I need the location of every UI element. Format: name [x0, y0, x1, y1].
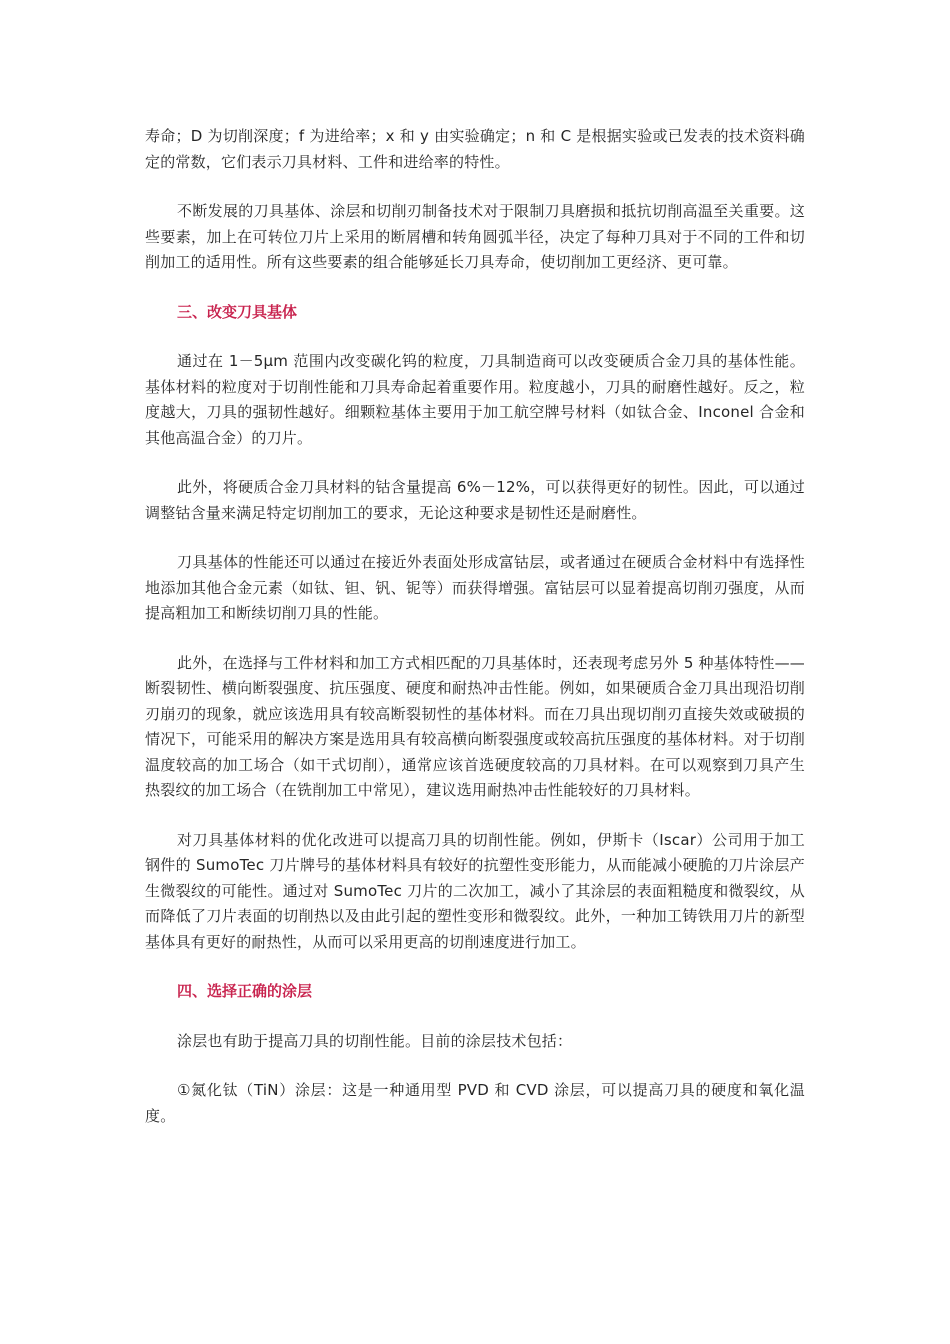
paragraph-grain-size: 通过在 1－5μm 范围内改变碳化钨的粒度，刀具制造商可以改变硬质合金刀具的基体性能。基体材料的粒度对于切削性能和刀具寿命起着重要作用。粒度越小，刀具的耐磨性越好。反之，粒度越大，刀具的强韧性越好。细颗粒基体主要用于加工航空牌号材料（如钛合金、Inconel 合金和其他高温合金）的刀片。 — [145, 352, 805, 447]
paragraph-tool-life-formula-continued: 寿命；D 为切削深度；f 为进给率；x 和 y 由实验确定；n 和 C 是根据实验或已发表的技术资料确定的常数，它们表示刀具材料、工件和进给率的特性。 — [145, 127, 805, 171]
paragraph-sumotec-example: 对刀具基体材料的优化改进可以提高刀具的切削性能。例如，伊斯卡（Iscar）公司用于加工钢件的 SumoTec 刀片牌号的基体材料具有较好的抗塑性变形能力，从而能减小硬脆的刀片涂层产生微裂纹的可能性。通过对 SumoTec 刀片的二次加工，减小了其涂层的表面粗糙度和微裂纹，从而降低了刀片表面的切削热以及由此引起的塑性变形和微裂纹。此外，一种加工铸铁用刀片的新型基体具有更好的耐热性，从而可以采用更高的切削速度进行加工。 — [145, 830, 805, 951]
paragraph-cobalt-rich-layer: 刀具基体的性能还可以通过在接近外表面处形成富钴层，或者通过在硬质合金材料中有选择性地添加其他合金元素（如钛、钽、钒、铌等）而获得增强。富钴层可以显着提高切削刃强度，从而提高粗加工和断续切削刀具的性能。 — [145, 553, 805, 622]
paragraph-tin-coating: ①氮化钛（TiN）涂层：这是一种通用型 PVD 和 CVD 涂层，可以提高刀具的硬度和氧化温度。 — [145, 1081, 805, 1125]
paragraph-cobalt-content: 此外，将硬质合金刀具材料的钴含量提高 6%－12%，可以获得更好的韧性。因此，可以通过调整钴含量来满足特定切削加工的要求，无论这种要求是韧性还是耐磨性。 — [145, 478, 805, 522]
document-body — [145, 124, 805, 1153]
paragraph-substrate-properties: 此外，在选择与工件材料和加工方式相匹配的刀具基体时，还表现考虑另外 5 种基体特性——断裂韧性、横向断裂强度、抗压强度、硬度和耐热冲击性能。例如，如果硬质合金刀具出现沿切削刃崩刃的现象，就应该选用具有较高断裂韧性的基体材料。而在刀具出现切削刃直接失效或破损的情况下，可能采用的解决方案是选用具有较高横向断裂强度或较高抗压强度的基体材料。对于切削温度较高的加工场合（如干式切削），通常应该首选硬度较高的刀具材料。在可以观察到刀具产生热裂纹的加工场合（在铣削加工中常见），建议选用耐热冲击性能较好的刀具材料。 — [145, 653, 805, 799]
paragraph-coating-intro: 涂层也有助于提高刀具的切削性能。目前的涂层技术包括： — [177, 1031, 573, 1050]
paragraph-tool-technology: 不断发展的刀具基体、涂层和切削刃制备技术对于限制刀具磨损和抵抗切削高温至关重要。这些要素，加上在可转位刀片上采用的断屑槽和转角圆弧半径，决定了每种刀具对于不同的工件和切削加工的适用性。所有这些要素的组合能够延长刀具寿命，使切削加工更经济、更可靠。 — [145, 202, 805, 271]
section-heading-choose-coating: 四、选择正确的涂层 — [177, 982, 313, 1000]
section-heading-change-substrate: 三、改变刀具基体 — [177, 302, 298, 321]
